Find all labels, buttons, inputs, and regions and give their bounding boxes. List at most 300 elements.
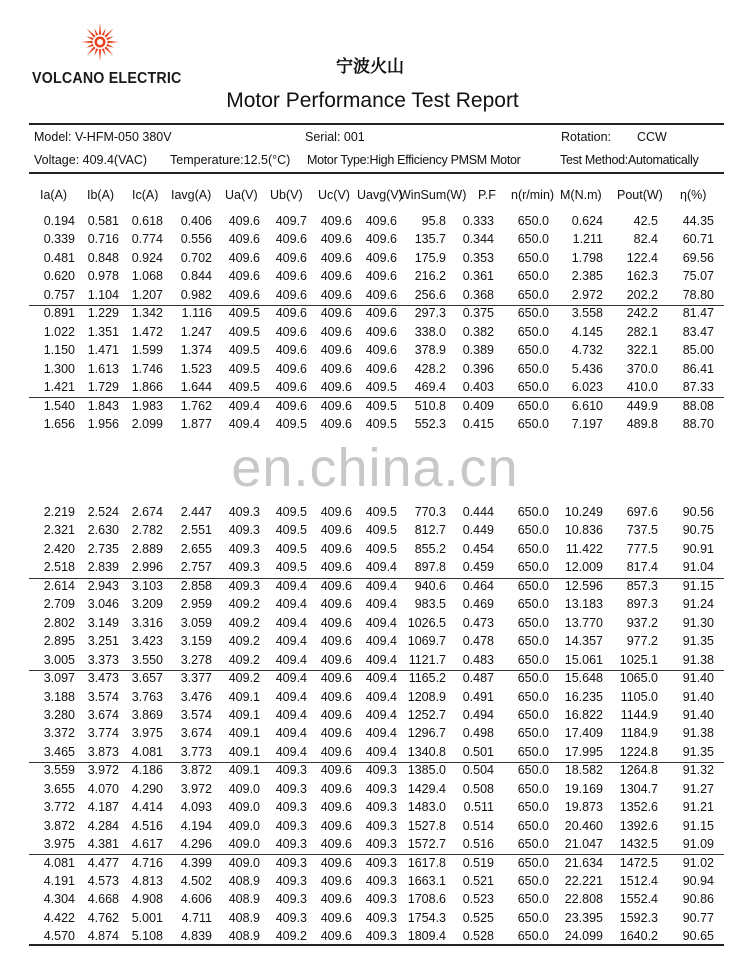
cell-ia: 3.872 bbox=[43, 818, 75, 833]
table-row bbox=[0, 819, 750, 837]
cell-ia: 1.150 bbox=[43, 343, 75, 358]
table-row bbox=[0, 380, 750, 398]
cell-ia: 3.188 bbox=[43, 689, 75, 704]
cell-efficiency: 81.47 bbox=[682, 306, 714, 321]
cell-torque: 18.582 bbox=[564, 763, 603, 778]
cell-pout: 242.2 bbox=[626, 306, 658, 321]
cell-ic: 4.617 bbox=[131, 837, 163, 852]
cell-efficiency: 60.71 bbox=[682, 232, 714, 247]
cell-uc: 409.6 bbox=[320, 361, 352, 376]
cell-pf: 0.403 bbox=[462, 380, 494, 395]
cell-torque: 24.099 bbox=[564, 929, 603, 944]
cell-iavg: 3.476 bbox=[180, 689, 212, 704]
cell-ic: 3.657 bbox=[131, 671, 163, 686]
cell-ic: 3.763 bbox=[131, 689, 163, 704]
cell-torque: 4.145 bbox=[571, 324, 603, 339]
cell-ub: 409.4 bbox=[275, 671, 307, 686]
cell-ub: 409.4 bbox=[275, 744, 307, 759]
column-header-winsum: WinSum(W) bbox=[399, 188, 467, 202]
cell-uc: 409.6 bbox=[320, 398, 352, 413]
cell-ub: 409.4 bbox=[275, 707, 307, 722]
cell-ua: 409.6 bbox=[228, 250, 260, 265]
company-title-chinese: 宁波火山 bbox=[336, 57, 404, 77]
table-row bbox=[0, 325, 750, 343]
cell-ua: 409.6 bbox=[228, 269, 260, 284]
cell-pout: 1392.6 bbox=[619, 818, 658, 833]
cell-efficiency: 91.35 bbox=[682, 744, 714, 759]
cell-uavg: 409.6 bbox=[365, 324, 397, 339]
cell-iavg: 1.877 bbox=[180, 416, 212, 431]
cell-torque: 22.221 bbox=[564, 874, 603, 888]
cell-pf: 0.454 bbox=[462, 541, 494, 556]
cell-ia: 2.420 bbox=[43, 541, 75, 556]
cell-iavg: 1.116 bbox=[181, 306, 212, 321]
cell-uc: 409.6 bbox=[320, 837, 352, 852]
cell-ub: 409.3 bbox=[275, 818, 307, 833]
cell-ic: 4.813 bbox=[131, 874, 163, 888]
cell-speed: 650.0 bbox=[517, 269, 549, 284]
cell-iavg: 1.523 bbox=[180, 361, 212, 376]
cell-winsum: 1809.4 bbox=[407, 929, 446, 944]
cell-iavg: 3.972 bbox=[180, 781, 212, 796]
cell-pout: 1552.4 bbox=[619, 892, 658, 907]
cell-ua: 409.3 bbox=[228, 505, 260, 519]
cell-ub: 409.4 bbox=[275, 689, 307, 704]
cell-speed: 650.0 bbox=[517, 380, 549, 395]
cell-ic: 1.207 bbox=[131, 287, 163, 302]
column-header-ia: Ia(A) bbox=[40, 188, 68, 202]
cell-speed: 650.0 bbox=[517, 929, 549, 944]
cell-ua: 409.2 bbox=[228, 652, 260, 667]
cell-ic: 0.774 bbox=[131, 232, 163, 247]
cell-pf: 0.389 bbox=[462, 343, 494, 358]
cell-ib: 3.046 bbox=[87, 597, 119, 612]
cell-winsum: 552.3 bbox=[414, 416, 446, 431]
cell-ua: 409.0 bbox=[228, 800, 260, 815]
cell-pout: 1144.9 bbox=[620, 707, 658, 722]
cell-winsum: 1708.6 bbox=[407, 892, 446, 907]
cell-pf: 0.511 bbox=[463, 800, 494, 815]
cell-speed: 650.0 bbox=[517, 837, 549, 852]
cell-pout: 489.8 bbox=[626, 416, 658, 431]
cell-uavg: 409.5 bbox=[365, 541, 397, 556]
cell-efficiency: 91.27 bbox=[682, 781, 714, 796]
cell-pout: 1432.5 bbox=[619, 837, 658, 852]
cell-efficiency: 91.40 bbox=[682, 707, 714, 722]
cell-uavg: 409.3 bbox=[365, 800, 397, 815]
cell-torque: 22.808 bbox=[564, 892, 603, 907]
cell-efficiency: 90.86 bbox=[682, 892, 714, 907]
cell-ic: 1.472 bbox=[131, 324, 163, 339]
cell-ua: 409.3 bbox=[228, 541, 260, 556]
cell-iavg: 3.377 bbox=[180, 671, 212, 686]
table-row bbox=[0, 782, 750, 800]
cell-ic: 3.869 bbox=[131, 707, 163, 722]
table-row bbox=[0, 306, 750, 324]
cell-uc: 409.6 bbox=[320, 929, 352, 944]
cell-pf: 0.459 bbox=[462, 560, 494, 575]
cell-pf: 0.368 bbox=[462, 287, 494, 302]
cell-efficiency: 90.75 bbox=[682, 523, 714, 538]
cell-ic: 1.866 bbox=[131, 380, 163, 395]
table-row bbox=[0, 214, 750, 232]
cell-torque: 15.061 bbox=[564, 652, 603, 667]
cell-ic: 3.103 bbox=[131, 578, 163, 593]
cell-pf: 0.504 bbox=[462, 763, 494, 778]
cell-winsum: 1483.0 bbox=[407, 800, 446, 815]
cell-speed: 650.0 bbox=[517, 874, 549, 888]
cell-ia: 1.421 bbox=[43, 380, 75, 395]
cell-uc: 409.6 bbox=[320, 306, 352, 321]
cell-winsum: 1617.8 bbox=[407, 855, 446, 870]
cell-ia: 0.620 bbox=[43, 269, 75, 284]
cell-ib: 3.251 bbox=[87, 634, 119, 649]
cell-ia: 1.656 bbox=[43, 416, 75, 431]
cell-ia: 2.709 bbox=[43, 597, 75, 612]
cell-uavg: 409.6 bbox=[365, 232, 397, 247]
cell-speed: 650.0 bbox=[517, 634, 549, 649]
cell-uavg: 409.6 bbox=[365, 306, 397, 321]
cell-uc: 409.6 bbox=[320, 634, 352, 649]
report-title: Motor Performance Test Report bbox=[226, 89, 519, 112]
cell-ic: 3.209 bbox=[131, 597, 163, 612]
cell-torque: 19.873 bbox=[564, 800, 603, 815]
cell-uc: 409.6 bbox=[320, 689, 352, 704]
column-header-uc: Uc(V) bbox=[318, 188, 350, 202]
cell-uc: 409.6 bbox=[320, 541, 352, 556]
cell-efficiency: 90.77 bbox=[682, 910, 714, 925]
cell-ua: 409.0 bbox=[228, 855, 260, 870]
cell-ub: 409.6 bbox=[275, 287, 307, 302]
cell-ua: 409.3 bbox=[228, 578, 260, 593]
table-row bbox=[0, 671, 750, 689]
cell-torque: 10.836 bbox=[564, 523, 603, 538]
cell-speed: 650.0 bbox=[517, 398, 549, 413]
cell-winsum: 428.2 bbox=[414, 361, 446, 376]
cell-uc: 409.6 bbox=[320, 781, 352, 796]
cell-torque: 13.183 bbox=[564, 597, 603, 612]
column-header-ic: Ic(A) bbox=[132, 188, 159, 202]
cell-pf: 0.508 bbox=[462, 781, 494, 796]
cell-iavg: 3.872 bbox=[180, 763, 212, 778]
cell-efficiency: 75.07 bbox=[682, 269, 714, 284]
cell-pf: 0.464 bbox=[462, 578, 494, 593]
cell-ia: 0.757 bbox=[43, 287, 75, 302]
cell-pf: 0.487 bbox=[462, 671, 494, 686]
cell-uc: 409.6 bbox=[320, 707, 352, 722]
table-row bbox=[0, 597, 750, 615]
cell-winsum: 1572.7 bbox=[407, 837, 446, 852]
cell-ub: 409.6 bbox=[275, 398, 307, 413]
table-row bbox=[0, 523, 750, 541]
cell-ic: 0.618 bbox=[131, 214, 163, 228]
cell-pout: 1264.8 bbox=[619, 763, 658, 778]
cell-speed: 650.0 bbox=[517, 361, 549, 376]
row-group-separator bbox=[29, 670, 724, 671]
cell-ub: 409.4 bbox=[275, 578, 307, 593]
cell-ub: 409.3 bbox=[275, 800, 307, 815]
cell-pout: 42.5 bbox=[633, 214, 658, 228]
brand-name: VOLCANO ELECTRIC bbox=[32, 70, 182, 87]
cell-torque: 1.211 bbox=[572, 232, 603, 247]
cell-winsum: 1340.8 bbox=[407, 744, 446, 759]
cell-pout: 1304.7 bbox=[619, 781, 658, 796]
cell-ub: 409.6 bbox=[275, 380, 307, 395]
cell-efficiency: 78.80 bbox=[682, 287, 714, 302]
table-row bbox=[0, 269, 750, 287]
cell-ua: 409.5 bbox=[228, 361, 260, 376]
cell-ub: 409.6 bbox=[275, 343, 307, 358]
cell-ib: 4.573 bbox=[87, 874, 119, 888]
motor-type-field: Motor Type:High Efficiency PMSM Motor bbox=[307, 153, 521, 167]
cell-ib: 3.873 bbox=[87, 744, 119, 759]
cell-iavg: 3.159 bbox=[180, 634, 212, 649]
cell-pf: 0.333 bbox=[462, 214, 494, 228]
cell-ic: 4.414 bbox=[131, 800, 163, 815]
cell-pout: 977.2 bbox=[626, 634, 658, 649]
cell-iavg: 0.406 bbox=[180, 214, 212, 228]
cell-efficiency: 91.21 bbox=[682, 800, 714, 815]
cell-ia: 2.321 bbox=[43, 523, 75, 538]
voltage-field: Voltage: 409.4(VAC) bbox=[34, 153, 148, 167]
cell-uc: 409.6 bbox=[320, 523, 352, 538]
cell-speed: 650.0 bbox=[517, 800, 549, 815]
column-header-efficiency: η(%) bbox=[680, 188, 707, 202]
cell-efficiency: 44.35 bbox=[682, 214, 714, 228]
table-row bbox=[0, 653, 750, 671]
cell-uavg: 409.3 bbox=[365, 855, 397, 870]
cell-speed: 650.0 bbox=[517, 855, 549, 870]
cell-pout: 1352.6 bbox=[619, 800, 658, 815]
cell-pout: 1224.8 bbox=[619, 744, 658, 759]
cell-pout: 1105.0 bbox=[620, 689, 658, 704]
cell-ia: 1.022 bbox=[43, 324, 75, 339]
cell-iavg: 4.839 bbox=[180, 929, 212, 944]
cell-iavg: 0.556 bbox=[180, 232, 212, 247]
cell-torque: 3.558 bbox=[571, 306, 603, 321]
cell-ub: 409.2 bbox=[275, 929, 307, 944]
cell-ia: 4.570 bbox=[43, 929, 75, 944]
cell-speed: 650.0 bbox=[517, 652, 549, 667]
cell-uavg: 409.5 bbox=[365, 505, 397, 519]
row-group-separator bbox=[29, 305, 724, 306]
cell-ic: 2.889 bbox=[131, 541, 163, 556]
cell-winsum: 1026.5 bbox=[407, 615, 446, 630]
table-row bbox=[0, 251, 750, 269]
cell-ib: 2.524 bbox=[87, 505, 119, 519]
cell-speed: 650.0 bbox=[517, 689, 549, 704]
cell-pf: 0.498 bbox=[462, 726, 494, 741]
cell-winsum: 1208.9 bbox=[407, 689, 446, 704]
cell-efficiency: 91.04 bbox=[682, 560, 714, 575]
cell-pf: 0.523 bbox=[462, 892, 494, 907]
cell-iavg: 3.574 bbox=[180, 707, 212, 722]
cell-efficiency: 91.15 bbox=[682, 578, 714, 593]
cell-ic: 2.996 bbox=[131, 560, 163, 575]
cell-uavg: 409.5 bbox=[365, 380, 397, 395]
table-row bbox=[0, 232, 750, 250]
cell-ub: 409.4 bbox=[275, 652, 307, 667]
cell-torque: 15.648 bbox=[564, 671, 603, 686]
cell-pout: 410.0 bbox=[626, 380, 658, 395]
cell-efficiency: 91.15 bbox=[682, 818, 714, 833]
cell-speed: 650.0 bbox=[517, 578, 549, 593]
cell-ua: 409.3 bbox=[228, 523, 260, 538]
cell-pout: 897.3 bbox=[626, 597, 658, 612]
cell-uavg: 409.6 bbox=[365, 287, 397, 302]
cell-ic: 2.674 bbox=[131, 505, 163, 519]
cell-pout: 162.3 bbox=[626, 269, 658, 284]
cell-winsum: 175.9 bbox=[414, 250, 446, 265]
cell-pf: 0.521 bbox=[462, 874, 494, 888]
cell-ia: 3.005 bbox=[43, 652, 75, 667]
cell-ia: 4.422 bbox=[43, 910, 75, 925]
table-row bbox=[0, 892, 750, 910]
cell-efficiency: 86.41 bbox=[682, 361, 714, 376]
cell-uavg: 409.3 bbox=[365, 818, 397, 833]
cell-pf: 0.344 bbox=[462, 232, 494, 247]
cell-ic: 1.342 bbox=[131, 306, 163, 321]
cell-ua: 409.2 bbox=[228, 615, 260, 630]
cell-uc: 409.6 bbox=[320, 763, 352, 778]
cell-pout: 1640.2 bbox=[619, 929, 658, 944]
cell-pout: 1512.4 bbox=[619, 874, 658, 888]
cell-ib: 4.762 bbox=[87, 910, 119, 925]
cell-ic: 3.550 bbox=[131, 652, 163, 667]
cell-uc: 409.6 bbox=[320, 269, 352, 284]
cell-pf: 0.473 bbox=[462, 615, 494, 630]
cell-torque: 16.235 bbox=[564, 689, 603, 704]
table-row bbox=[0, 726, 750, 744]
cell-ia: 2.802 bbox=[43, 615, 75, 630]
cell-ua: 408.9 bbox=[228, 892, 260, 907]
table-row bbox=[0, 288, 750, 306]
cell-uc: 409.6 bbox=[320, 505, 352, 519]
cell-iavg: 4.194 bbox=[180, 818, 212, 833]
cell-ia: 2.518 bbox=[43, 560, 75, 575]
cell-efficiency: 91.30 bbox=[682, 615, 714, 630]
cell-speed: 650.0 bbox=[517, 250, 549, 265]
cell-speed: 650.0 bbox=[517, 671, 549, 686]
cell-ua: 409.6 bbox=[228, 214, 260, 228]
cell-winsum: 95.8 bbox=[421, 214, 446, 228]
cell-ib: 3.373 bbox=[87, 652, 119, 667]
table-row bbox=[0, 745, 750, 763]
cell-uavg: 409.3 bbox=[365, 910, 397, 925]
cell-ic: 3.975 bbox=[131, 726, 163, 741]
cell-ib: 0.978 bbox=[87, 269, 119, 284]
cell-efficiency: 91.40 bbox=[682, 689, 714, 704]
cell-uavg: 409.4 bbox=[365, 597, 397, 612]
cell-ua: 409.1 bbox=[228, 707, 260, 722]
cell-ib: 3.574 bbox=[87, 689, 119, 704]
cell-winsum: 469.4 bbox=[414, 380, 446, 395]
cell-ua: 408.9 bbox=[228, 929, 260, 944]
cell-ib: 1.613 bbox=[87, 361, 119, 376]
cell-pout: 1065.0 bbox=[619, 671, 658, 686]
cell-pout: 122.4 bbox=[626, 250, 658, 265]
cell-ia: 3.975 bbox=[43, 837, 75, 852]
cell-ic: 1.746 bbox=[131, 361, 163, 376]
cell-uavg: 409.4 bbox=[365, 578, 397, 593]
cell-ib: 3.473 bbox=[87, 671, 119, 686]
table-row bbox=[0, 417, 750, 435]
cell-speed: 650.0 bbox=[517, 232, 549, 247]
cell-ic: 1.068 bbox=[131, 269, 163, 284]
table-row bbox=[0, 708, 750, 726]
cell-ub: 409.4 bbox=[275, 615, 307, 630]
cell-pf: 0.483 bbox=[462, 652, 494, 667]
cell-torque: 17.995 bbox=[564, 744, 603, 759]
cell-ic: 5.108 bbox=[131, 929, 163, 944]
cell-winsum: 1165.2 bbox=[408, 671, 446, 686]
cell-pf: 0.415 bbox=[462, 416, 494, 431]
cell-ia: 4.304 bbox=[43, 892, 75, 907]
cell-iavg: 1.374 bbox=[180, 343, 212, 358]
table-row bbox=[0, 874, 750, 892]
header-bottom-rule bbox=[29, 172, 724, 174]
cell-uc: 409.6 bbox=[320, 726, 352, 741]
cell-ua: 409.2 bbox=[228, 597, 260, 612]
cell-iavg: 2.447 bbox=[180, 505, 212, 519]
cell-winsum: 1296.7 bbox=[407, 726, 446, 741]
cell-uavg: 409.4 bbox=[365, 726, 397, 741]
cell-ub: 409.5 bbox=[275, 523, 307, 538]
column-header-torque: M(N.m) bbox=[560, 188, 602, 202]
cell-winsum: 338.0 bbox=[414, 324, 446, 339]
cell-ib: 4.874 bbox=[87, 929, 119, 944]
cell-efficiency: 88.70 bbox=[682, 416, 714, 431]
cell-iavg: 4.502 bbox=[180, 874, 212, 888]
cell-ib: 3.149 bbox=[87, 615, 119, 630]
cell-ia: 1.540 bbox=[43, 398, 75, 413]
cell-speed: 650.0 bbox=[517, 818, 549, 833]
cell-efficiency: 91.02 bbox=[682, 855, 714, 870]
cell-pout: 697.6 bbox=[626, 505, 658, 519]
cell-uavg: 409.5 bbox=[365, 523, 397, 538]
cell-iavg: 4.606 bbox=[180, 892, 212, 907]
cell-ia: 1.300 bbox=[43, 361, 75, 376]
cell-torque: 7.197 bbox=[571, 416, 603, 431]
cell-ia: 2.219 bbox=[43, 505, 75, 519]
cell-ub: 409.3 bbox=[275, 781, 307, 796]
cell-pf: 0.469 bbox=[462, 597, 494, 612]
cell-ia: 0.891 bbox=[43, 306, 75, 321]
cell-torque: 4.732 bbox=[571, 343, 603, 358]
cell-speed: 650.0 bbox=[517, 892, 549, 907]
table-row bbox=[0, 399, 750, 417]
cell-ia: 0.194 bbox=[43, 214, 75, 228]
cell-iavg: 0.702 bbox=[180, 250, 212, 265]
cell-pf: 0.519 bbox=[462, 855, 494, 870]
cell-uavg: 409.6 bbox=[365, 343, 397, 358]
cell-torque: 23.395 bbox=[564, 910, 603, 925]
cell-uavg: 409.3 bbox=[365, 874, 397, 888]
column-header-ub: Ub(V) bbox=[270, 188, 303, 202]
column-header-ib: Ib(A) bbox=[87, 188, 115, 202]
cell-iavg: 2.757 bbox=[180, 560, 212, 575]
cell-ic: 4.081 bbox=[131, 744, 163, 759]
cell-torque: 2.972 bbox=[571, 287, 603, 302]
cell-pout: 449.9 bbox=[626, 398, 658, 413]
cell-efficiency: 91.32 bbox=[682, 763, 714, 778]
cell-uavg: 409.6 bbox=[365, 269, 397, 284]
cell-ic: 3.423 bbox=[131, 634, 163, 649]
cell-pf: 0.449 bbox=[462, 523, 494, 538]
cell-ub: 409.6 bbox=[275, 232, 307, 247]
cell-pout: 937.2 bbox=[626, 615, 658, 630]
cell-ia: 3.372 bbox=[43, 726, 75, 741]
